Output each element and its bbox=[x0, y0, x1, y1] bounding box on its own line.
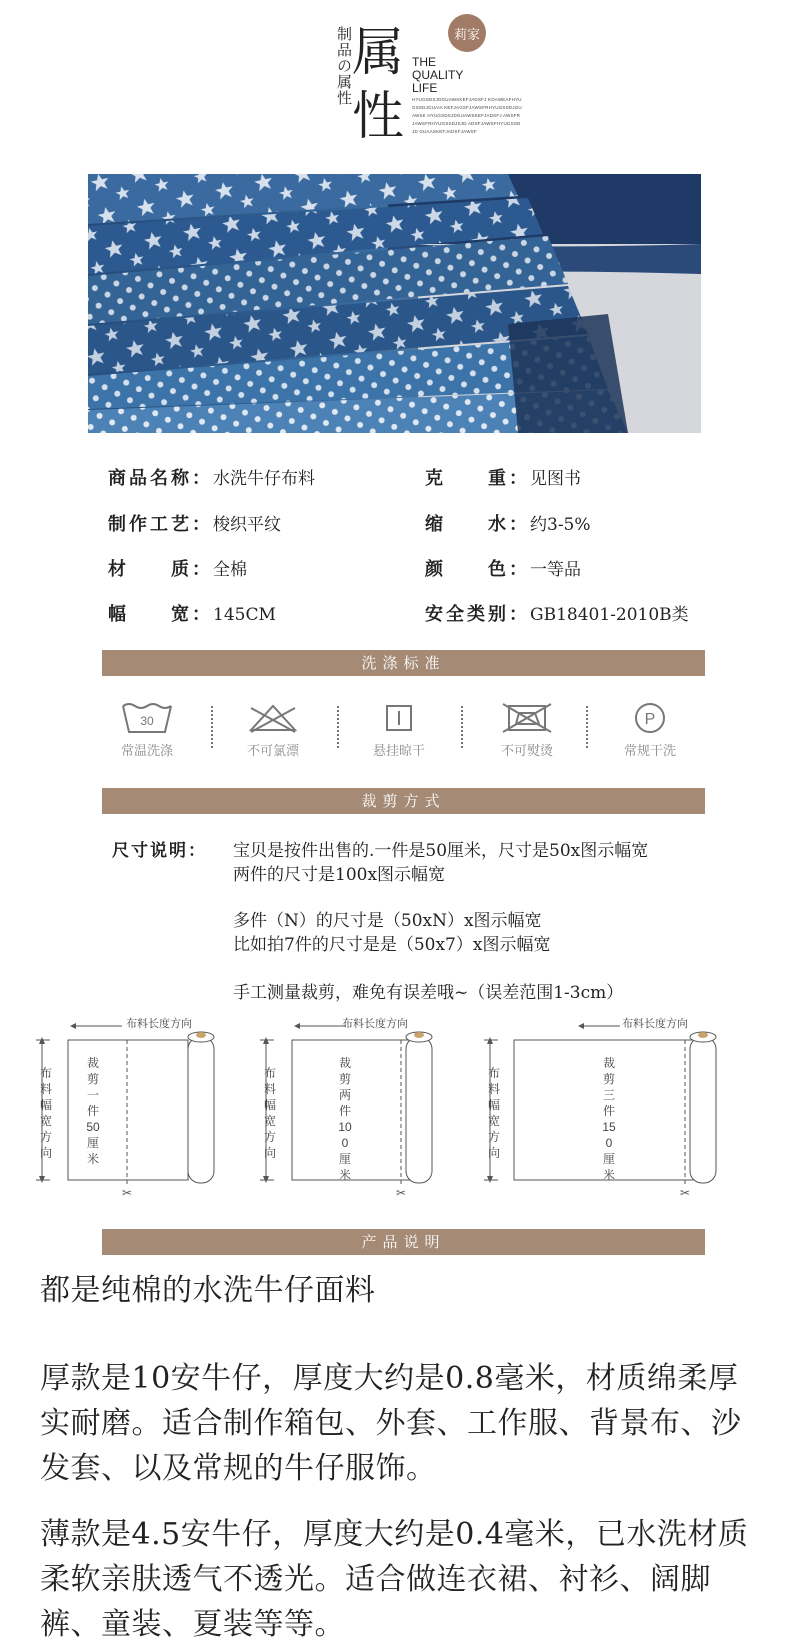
length-direction-label: 布料长度方向 bbox=[622, 1018, 688, 1030]
header-vertical-subtitle: 制品の属性 bbox=[335, 26, 353, 106]
wash-divider bbox=[586, 706, 588, 748]
description-paragraph-1: 都是纯棉的水洗牛仔面料 bbox=[40, 1273, 376, 1308]
width-direction-label: 布料幅宽方向 bbox=[263, 1066, 276, 1160]
wash-item-no-iron bbox=[472, 700, 582, 760]
header-english-line-3: LIFE bbox=[412, 81, 438, 95]
cut-diagram-three bbox=[480, 1015, 740, 1205]
spec-value: 梭织平纹 bbox=[213, 515, 281, 535]
wash-label: 不可熨烫 bbox=[500, 743, 553, 758]
spec-label: 幅 宽： bbox=[108, 604, 213, 625]
length-direction-text: 布料长度方向 bbox=[126, 1018, 192, 1030]
wash-label: 常规干洗 bbox=[623, 743, 676, 758]
wash-divider bbox=[461, 706, 463, 748]
cut-diagram-two bbox=[258, 1015, 458, 1205]
width-direction-label: 布料幅宽方向 bbox=[487, 1066, 500, 1160]
header-title-char-1: 属 bbox=[352, 23, 405, 83]
spec-value: 约3-5% bbox=[530, 515, 591, 535]
header-title-char-2: 性 bbox=[352, 87, 405, 147]
no-bleach-icon bbox=[245, 700, 301, 736]
width-direction-label: 布料幅宽方向 bbox=[39, 1066, 52, 1160]
header-english-line-2: QUALITY bbox=[412, 68, 464, 82]
size-line-2: 两件的尺寸是100x图示幅宽 bbox=[233, 865, 446, 885]
spec-label: 缩 水： bbox=[425, 514, 530, 535]
cut-diagram-drawing bbox=[34, 1015, 234, 1205]
spec-value: 145CM bbox=[213, 605, 276, 625]
spec-label: 颜 色： bbox=[425, 559, 530, 580]
section-bar-cut: 裁剪方式 bbox=[102, 788, 705, 814]
size-line-5: 手工测量裁剪，难免有误差哦~（误差范围1-3cm） bbox=[233, 983, 624, 1003]
wash-item-dry-clean bbox=[595, 700, 705, 760]
spec-shrinkage bbox=[425, 510, 591, 536]
spec-color bbox=[425, 555, 581, 581]
dry-clean-letter: P bbox=[644, 711, 656, 728]
spec-label: 商品名称： bbox=[108, 468, 213, 489]
cut-length-label: 裁剪一件50厘米 bbox=[86, 1056, 100, 1166]
spec-value: 见图书 bbox=[530, 469, 581, 489]
description-paragraph-3: 薄款是4.5安牛仔，厚度大约是0.4毫米，已水洗材质柔软亲肤透气不透光。适合做连衣裙、衬衫、阔脚裤、童装、夏装等等。 bbox=[40, 1517, 749, 1642]
cut-length-label: 裁剪三件150厘米 bbox=[602, 1056, 616, 1182]
spec-weight bbox=[425, 464, 581, 490]
header-english-title bbox=[412, 56, 502, 95]
wash-30-icon bbox=[119, 700, 175, 736]
size-line-1: 宝贝是按件出售的.一件是50厘米，尺寸是50x图示幅宽 bbox=[233, 841, 649, 861]
section-bar-product: 产品说明 bbox=[102, 1229, 705, 1255]
spec-value: GB18401-2010B类 bbox=[530, 605, 689, 625]
svg-text:✂: ✂ bbox=[679, 1186, 691, 1200]
wash-divider bbox=[211, 706, 213, 748]
length-direction-text: 布料长度方向 bbox=[342, 1018, 408, 1030]
wash-item-hang-dry bbox=[344, 700, 454, 760]
wash-label: 常温洗涤 bbox=[120, 743, 173, 758]
header-decorative-text: HYUGSDSJDGUAWSKEFJADSFJ KOAWEAFHYUGSSDJGUAIA KEFJAGSFJAWSFRHYUGSSDJGUAWSK HYUGSDSJDGUAWSKEFJADSFJ AWSFRJAWSFRHYUGSSDJSJD ADSFJAWSFHYUGSSDJD GUAASKEFJADSFJAWSF bbox=[412, 97, 522, 134]
spec-label: 克 重： bbox=[425, 468, 530, 489]
spec-width bbox=[108, 600, 276, 626]
cut-length-label: 裁剪两件100厘米 bbox=[338, 1056, 352, 1182]
denim-fabric-photo bbox=[88, 174, 701, 433]
spec-value: 一等品 bbox=[530, 560, 581, 580]
spec-label: 安全类别： bbox=[425, 604, 530, 625]
length-direction-label bbox=[294, 1015, 408, 1031]
header-english-line-1: THE bbox=[412, 55, 436, 69]
spec-safety-class bbox=[425, 600, 689, 626]
cut-diagram-drawing bbox=[258, 1015, 458, 1205]
spec-label: 制作工艺： bbox=[108, 514, 213, 535]
size-label: 尺寸说明： bbox=[112, 841, 207, 861]
spec-label: 材 质： bbox=[108, 559, 213, 580]
brand-seal-logo: 莉家 bbox=[448, 14, 486, 52]
wash-divider bbox=[337, 706, 339, 748]
svg-text:✂: ✂ bbox=[121, 1186, 133, 1200]
section-bar-wash: 洗涤标准 bbox=[102, 650, 705, 676]
hang-dry-icon bbox=[371, 700, 427, 736]
cut-diagram-one bbox=[34, 1015, 234, 1205]
wash-item-no-bleach bbox=[218, 700, 328, 760]
description-paragraph-2: 厚款是10安牛仔，厚度大约是0.8毫米，材质绵柔厚实耐磨。适合制作箱包、外套、工作服、背景布、沙发套、以及常规的牛仔服饰。 bbox=[40, 1361, 742, 1486]
spec-product-name bbox=[108, 464, 315, 490]
length-direction-label bbox=[70, 1015, 192, 1031]
spec-material bbox=[108, 555, 247, 581]
wash-label: 不可氯漂 bbox=[246, 743, 299, 758]
denim-stack-illustration bbox=[88, 174, 701, 433]
wash-item-normal bbox=[92, 700, 202, 760]
brand-header bbox=[300, 8, 560, 153]
wash-temp-number: 30 bbox=[140, 714, 154, 728]
no-iron-icon bbox=[499, 700, 555, 736]
spec-value: 水洗牛仔布料 bbox=[213, 469, 315, 489]
size-line-4: 比如拍7件的尺寸是是（50x7）x图示幅宽 bbox=[233, 935, 551, 955]
svg-text:✂: ✂ bbox=[395, 1186, 407, 1200]
spec-process bbox=[108, 510, 281, 536]
wash-label: 悬挂晾干 bbox=[372, 743, 425, 758]
spec-value: 全棉 bbox=[213, 560, 247, 580]
dry-clean-p-icon bbox=[622, 700, 678, 736]
size-line-3: 多件（N）的尺寸是（50xN）x图示幅宽 bbox=[233, 911, 542, 931]
